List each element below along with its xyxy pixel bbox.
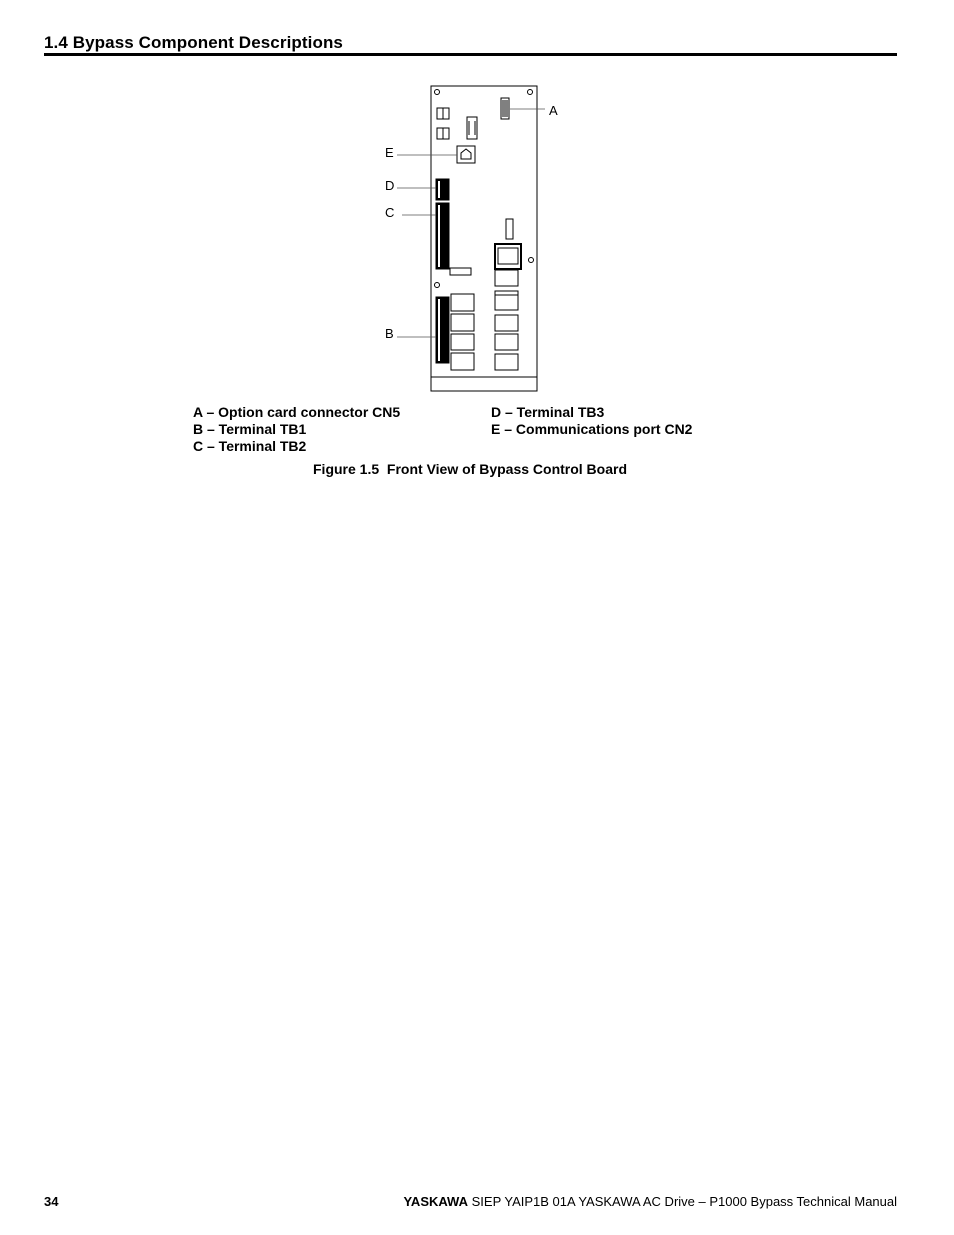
mounting-hole xyxy=(435,90,440,95)
relay xyxy=(495,291,518,310)
callout-label-b: B xyxy=(385,326,394,341)
figure-legend-right xyxy=(491,404,692,438)
legend-item: E – Communications port CN2 xyxy=(491,421,693,437)
legend-item: C – Terminal TB2 xyxy=(193,438,307,454)
figure-caption: Figure 1.5 Front View of Bypass Control Board xyxy=(313,461,628,477)
small-component xyxy=(450,268,471,275)
section-title: 1.4 Bypass Component Descriptions xyxy=(44,33,343,52)
mounting-hole xyxy=(529,258,534,263)
callout-label-d: D xyxy=(385,178,395,193)
mounting-hole xyxy=(528,90,533,95)
terminal-tb2 xyxy=(436,203,449,269)
relay xyxy=(451,314,474,331)
terminal-tb1 xyxy=(436,297,449,363)
figure-legend-left xyxy=(193,404,400,455)
legend-item: A – Option card connector CN5 xyxy=(193,404,401,420)
section-rule xyxy=(44,53,897,56)
mounting-hole xyxy=(435,283,440,288)
footer-brand: YASKAWA xyxy=(403,1194,468,1209)
relay xyxy=(451,334,474,350)
legend-item: B – Terminal TB1 xyxy=(193,421,307,437)
relay xyxy=(451,294,474,311)
callout-label-c: C xyxy=(385,205,395,220)
footer-manual-title xyxy=(403,1194,897,1209)
small-component xyxy=(506,219,513,239)
relay xyxy=(451,353,474,370)
callout-label-a: A xyxy=(549,103,558,118)
page-number: 34 xyxy=(44,1194,59,1209)
footer-title-text: SIEP YAIP1B 01A YASKAWA AC Drive – P1000 Bypass Technical Manual xyxy=(468,1194,897,1209)
callout-label-e: E xyxy=(385,145,394,160)
legend-item: D – Terminal TB3 xyxy=(491,404,605,420)
relay xyxy=(495,354,518,370)
terminal-tb3 xyxy=(436,179,449,200)
relay xyxy=(495,315,518,331)
relay xyxy=(495,334,518,350)
relay xyxy=(495,270,518,286)
control-board-figure xyxy=(370,80,570,400)
